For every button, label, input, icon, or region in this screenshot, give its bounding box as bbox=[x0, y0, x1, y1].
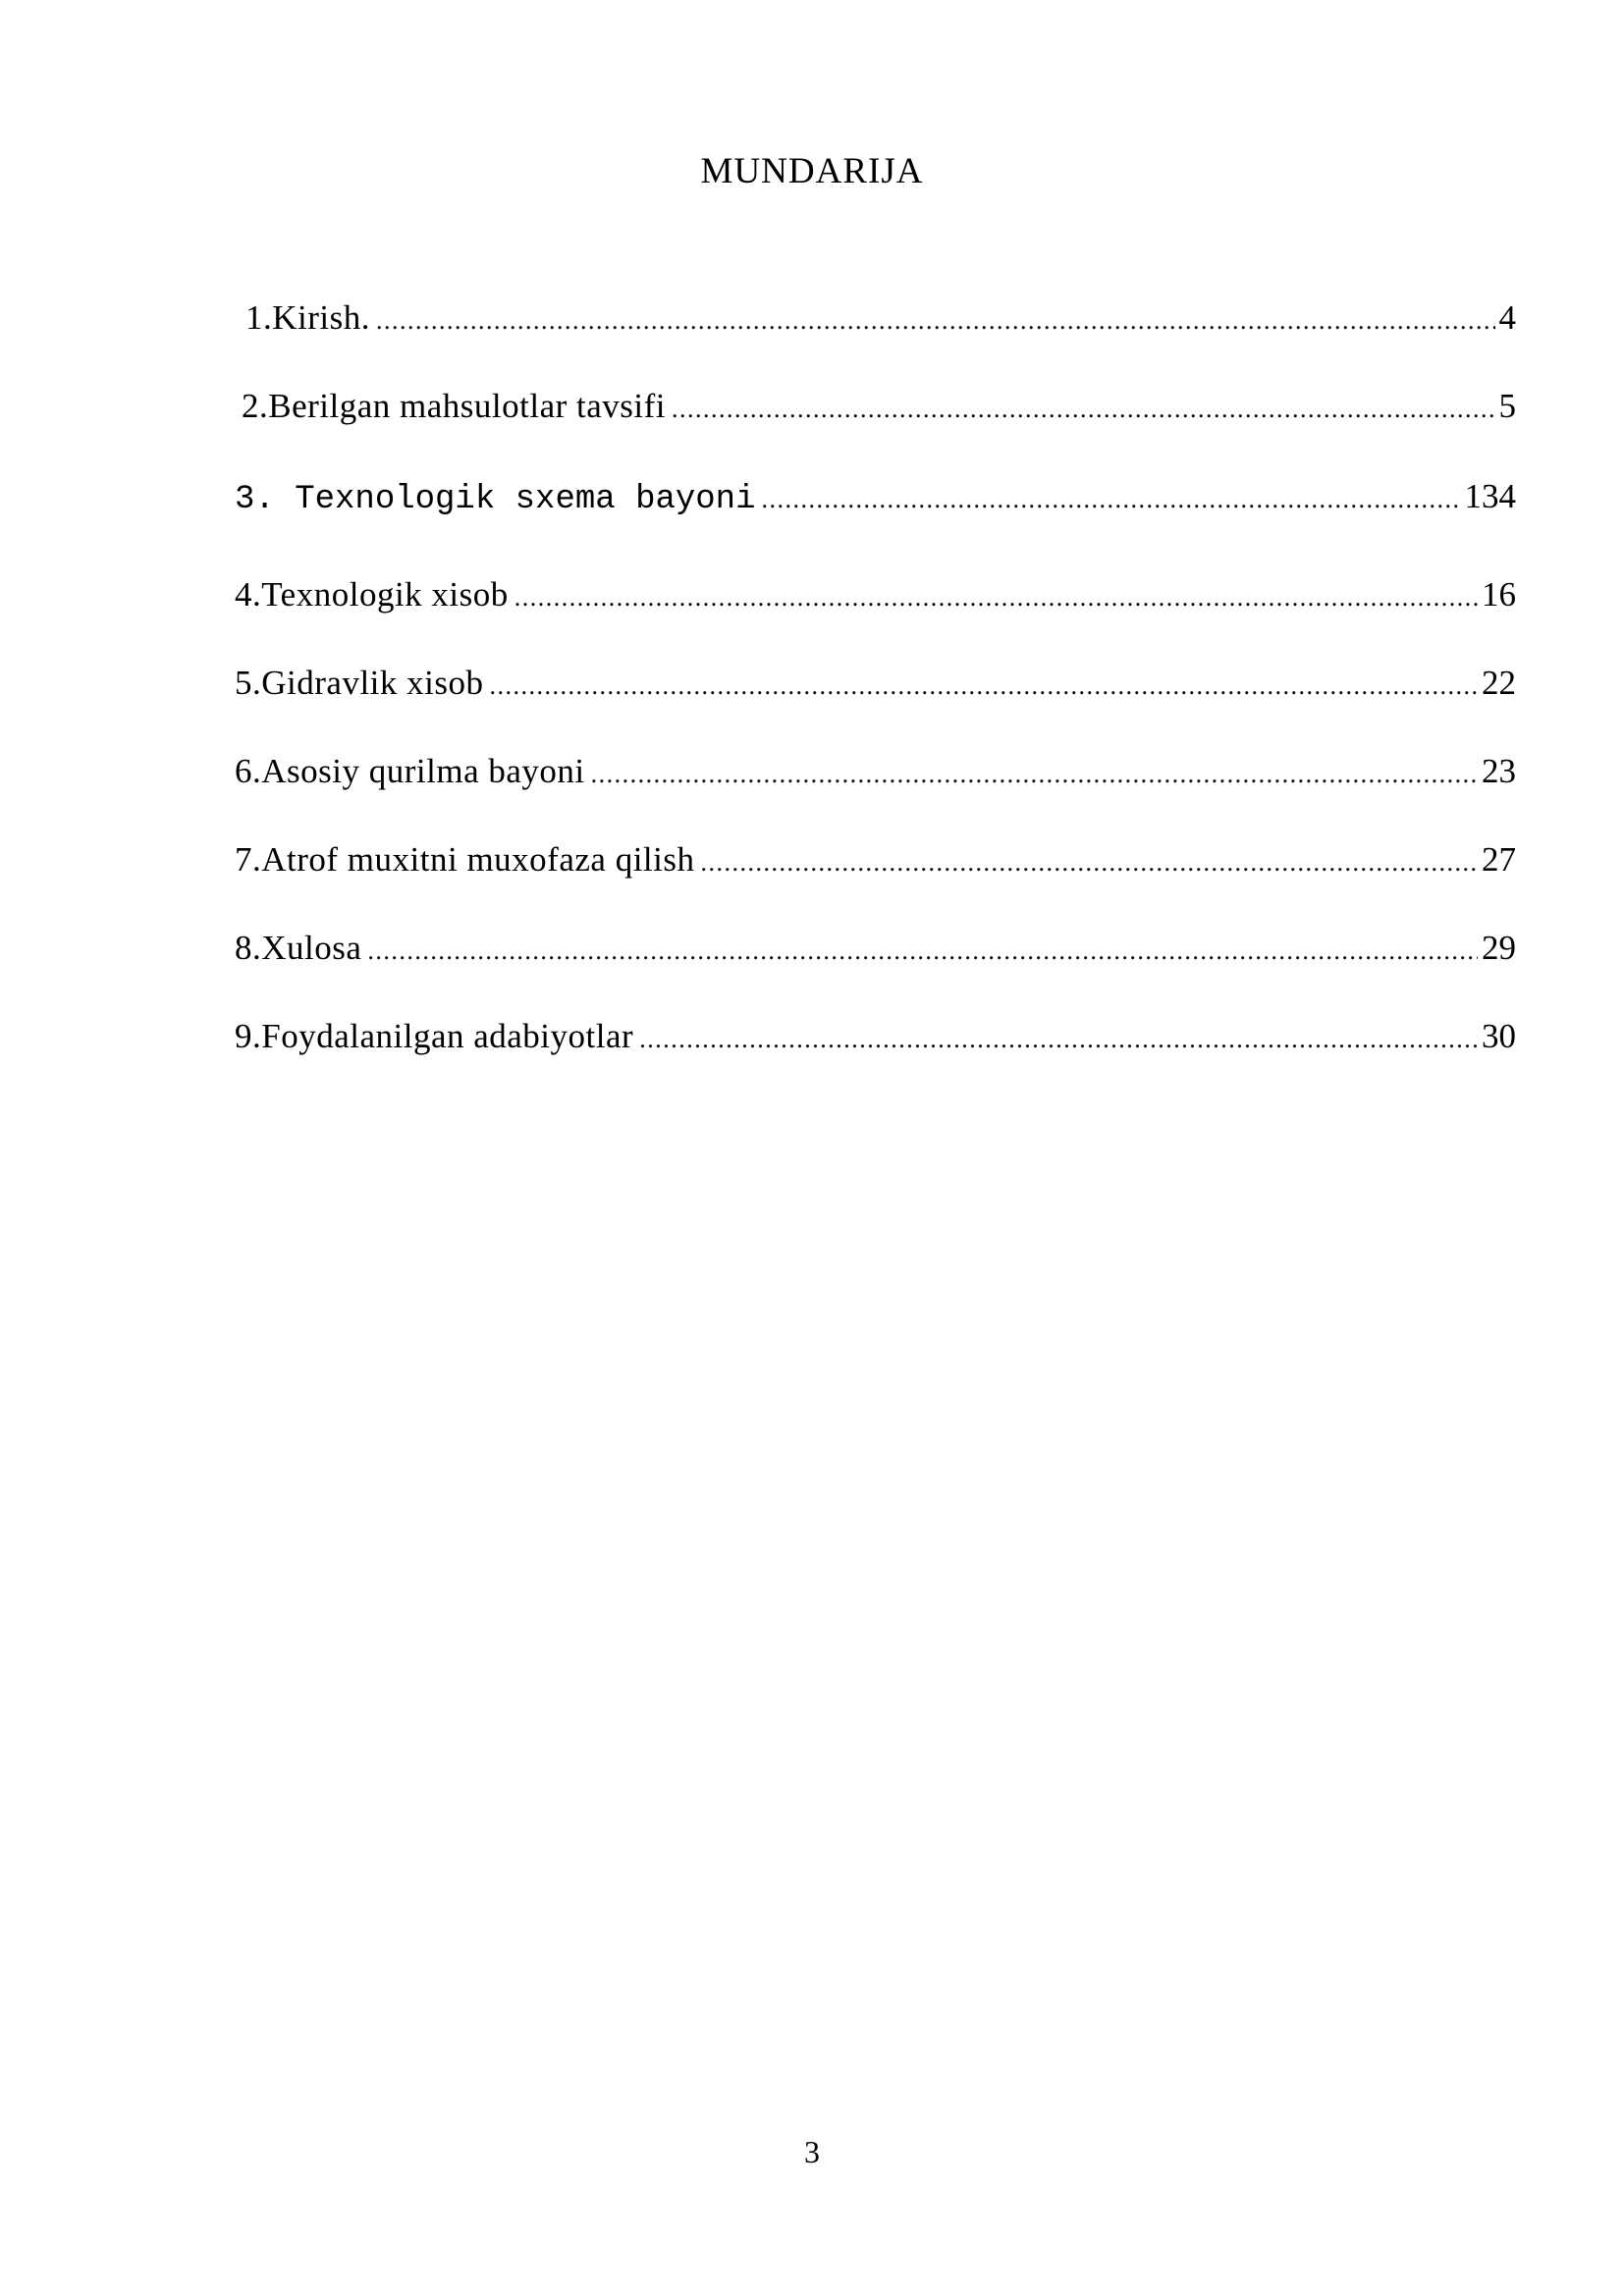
toc-entry[interactable] bbox=[245, 300, 1516, 335]
toc-entry-page: 30 bbox=[1482, 1017, 1516, 1055]
toc-entry-label: 9.Foydalanilgan adabiyotlar bbox=[235, 1017, 634, 1055]
toc-entry[interactable] bbox=[235, 666, 1516, 700]
toc-entry-page: 23 bbox=[1482, 752, 1516, 790]
toc-entry-page: 29 bbox=[1482, 929, 1516, 967]
toc-entry[interactable] bbox=[235, 577, 1516, 612]
toc-entry[interactable] bbox=[235, 1019, 1516, 1053]
toc-entry-label: 5.Gidravlik xisob bbox=[235, 664, 484, 702]
toc-entry-label: 7.Atrof muxitni muxofaza qilish bbox=[235, 840, 695, 879]
toc-entry-label: 2.Berilgan mahsulotlar tavsifi bbox=[242, 387, 666, 425]
toc-entry[interactable] bbox=[242, 389, 1516, 423]
toc-dot-leader bbox=[762, 487, 1461, 512]
toc-entry-page: 134 bbox=[1464, 477, 1516, 515]
toc-dot-leader bbox=[514, 585, 1478, 611]
toc-entry-label: 4.Texnologik xisob bbox=[235, 575, 509, 614]
toc-entry-label: 3. Texnologik sxema bayoni bbox=[235, 481, 756, 518]
toc-entry[interactable] bbox=[235, 754, 1516, 788]
toc-entry-label: 1.Kirish. bbox=[245, 298, 370, 337]
page-title: MUNDARIJA bbox=[700, 151, 924, 191]
page-number: 3 bbox=[804, 2134, 820, 2169]
toc-entry[interactable] bbox=[235, 931, 1516, 965]
toc-dot-leader bbox=[591, 762, 1478, 787]
toc-dot-leader bbox=[700, 850, 1478, 876]
toc-dot-leader bbox=[639, 1027, 1478, 1052]
toc-entry-page: 4 bbox=[1498, 298, 1516, 337]
toc-dot-leader bbox=[672, 397, 1495, 422]
toc-dot-leader bbox=[489, 673, 1478, 699]
toc-dot-leader bbox=[376, 308, 1495, 334]
toc-entry-page: 27 bbox=[1482, 840, 1516, 879]
toc-entry-label: 8.Xulosa bbox=[235, 929, 362, 967]
toc-entry-label: 6.Asosiy qurilma bayoni bbox=[235, 752, 585, 790]
toc-entry[interactable] bbox=[235, 479, 1516, 516]
toc-entry-page: 16 bbox=[1482, 575, 1516, 614]
toc-entry[interactable] bbox=[235, 842, 1516, 877]
toc-entry-page: 22 bbox=[1482, 664, 1516, 702]
toc-dot-leader bbox=[367, 938, 1478, 964]
toc-entry-page: 5 bbox=[1498, 387, 1516, 425]
